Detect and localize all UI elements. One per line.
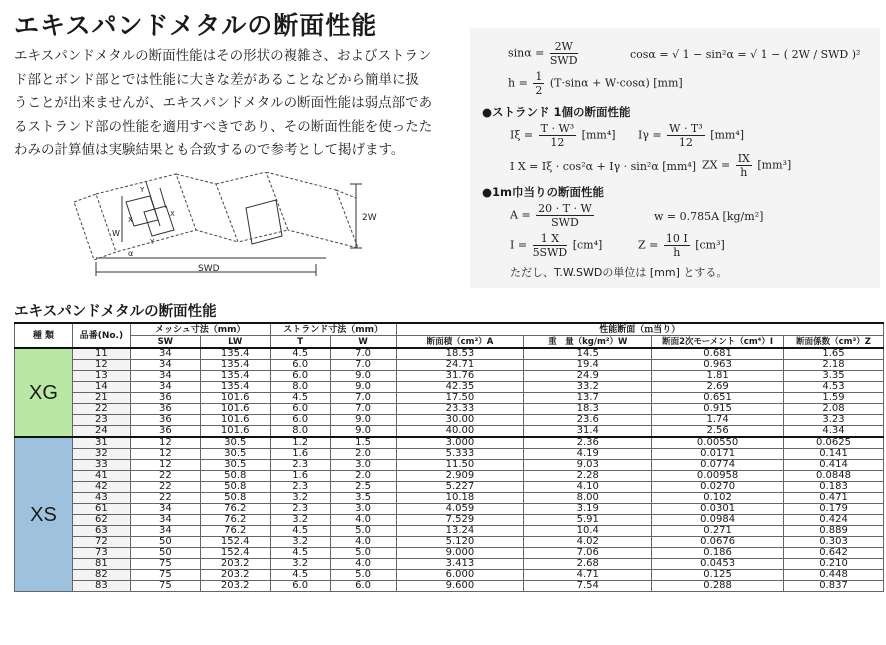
table-cell: 10.18 bbox=[396, 493, 524, 504]
table-cell: 10.4 bbox=[524, 526, 652, 537]
group-label-xg: XG bbox=[15, 348, 73, 437]
table-cell: 7.06 bbox=[524, 548, 652, 559]
table-cell: 0.414 bbox=[784, 460, 884, 471]
table-cell: 9.0 bbox=[330, 426, 396, 438]
table-cell: 34 bbox=[130, 371, 200, 382]
table-cell: 75 bbox=[130, 581, 200, 592]
table-cell: 3.000 bbox=[396, 437, 524, 449]
strand-heading: ●ストランド 1個の断面性能 bbox=[482, 105, 631, 119]
table-title: エキスパンドメタルの断面性能 bbox=[14, 304, 217, 320]
table-cell: 9.600 bbox=[396, 581, 524, 592]
table-cell: 9.0 bbox=[330, 371, 396, 382]
product-no-cell: 82 bbox=[72, 570, 130, 581]
table-cell: 0.210 bbox=[784, 559, 884, 570]
mesh-diagram bbox=[66, 172, 446, 284]
intro-paragraph bbox=[14, 45, 454, 163]
table-cell: 4.02 bbox=[524, 537, 652, 548]
table-row bbox=[15, 526, 884, 537]
product-no-cell: 61 bbox=[72, 504, 130, 515]
table-cell: 40.00 bbox=[396, 426, 524, 438]
header-performance: 性能断面（ｍ当り） bbox=[396, 323, 883, 336]
table-cell: 1.65 bbox=[784, 348, 884, 360]
table-row bbox=[15, 548, 884, 559]
formula-sin: sinα = $\frac{2W}{\text{SWD}}$ bbox=[508, 40, 578, 67]
table-cell: 3.2 bbox=[270, 493, 330, 504]
table-row bbox=[15, 360, 884, 371]
table-cell: 36 bbox=[130, 393, 200, 404]
table-cell: 135.4 bbox=[200, 382, 270, 393]
table-cell: 6.0 bbox=[270, 371, 330, 382]
header-kind: 種 類 bbox=[15, 323, 73, 348]
table-cell: 0.0774 bbox=[652, 460, 784, 471]
table-row bbox=[15, 437, 884, 449]
table-subheader-row bbox=[15, 336, 884, 349]
table-cell: 1.6 bbox=[270, 449, 330, 460]
table-cell: 3.35 bbox=[784, 371, 884, 382]
table-cell: 6.0 bbox=[270, 404, 330, 415]
header-w: W bbox=[330, 336, 396, 349]
table-row bbox=[15, 449, 884, 460]
table-cell: 34 bbox=[130, 382, 200, 393]
product-no-cell: 13 bbox=[72, 371, 130, 382]
table-cell: 2.3 bbox=[270, 460, 330, 471]
table-cell: 50 bbox=[130, 537, 200, 548]
table-body bbox=[15, 348, 884, 592]
table-cell: 0.271 bbox=[652, 526, 784, 537]
table-cell: 0.0625 bbox=[784, 437, 884, 449]
table-cell: 12 bbox=[130, 437, 200, 449]
table-cell: 8.0 bbox=[270, 382, 330, 393]
table-cell: 135.4 bbox=[200, 360, 270, 371]
table-cell: 3.2 bbox=[270, 515, 330, 526]
table-cell: 24.9 bbox=[524, 371, 652, 382]
table-cell: 7.0 bbox=[330, 404, 396, 415]
table-cell: 50.8 bbox=[200, 493, 270, 504]
table-cell: 2.36 bbox=[524, 437, 652, 449]
table-cell: 76.2 bbox=[200, 526, 270, 537]
table-cell: 5.120 bbox=[396, 537, 524, 548]
x-label: X bbox=[128, 216, 133, 224]
table-cell: 8.0 bbox=[270, 426, 330, 438]
table-cell: 36 bbox=[130, 404, 200, 415]
table-cell: 34 bbox=[130, 526, 200, 537]
product-no-cell: 42 bbox=[72, 482, 130, 493]
table-cell: 17.50 bbox=[396, 393, 524, 404]
alpha-label: α bbox=[128, 249, 134, 258]
table-cell: 2.3 bbox=[270, 504, 330, 515]
table-cell: 2.3 bbox=[270, 482, 330, 493]
table-cell: 11.50 bbox=[396, 460, 524, 471]
table-cell: 22 bbox=[130, 471, 200, 482]
table-cell: 31.76 bbox=[396, 371, 524, 382]
formula-IX: I X = Iξ · cos²α + Iγ · sin²α [mm⁴] bbox=[510, 160, 697, 173]
table-cell: 36 bbox=[130, 415, 200, 426]
table-cell: 36 bbox=[130, 426, 200, 438]
table-cell: 4.0 bbox=[330, 537, 396, 548]
table-cell: 0.102 bbox=[652, 493, 784, 504]
table-cell: 0.141 bbox=[784, 449, 884, 460]
table-cell: 1.81 bbox=[652, 371, 784, 382]
table-cell: 34 bbox=[130, 515, 200, 526]
product-no-cell: 24 bbox=[72, 426, 130, 438]
product-no-cell: 33 bbox=[72, 460, 130, 471]
table-cell: 5.0 bbox=[330, 526, 396, 537]
table-cell: 2.28 bbox=[524, 471, 652, 482]
table-cell: 203.2 bbox=[200, 559, 270, 570]
table-cell: 0.448 bbox=[784, 570, 884, 581]
product-no-cell: 83 bbox=[72, 581, 130, 592]
table-row bbox=[15, 537, 884, 548]
table-cell: 4.53 bbox=[784, 382, 884, 393]
table-cell: 0.424 bbox=[784, 515, 884, 526]
table-cell: 18.53 bbox=[396, 348, 524, 360]
table-cell: 101.6 bbox=[200, 393, 270, 404]
formula-i: I = $\frac{1 X}{\text{5SWD}}$ [cm⁴] bbox=[510, 232, 603, 259]
formula-cos: cosα = √ 1 − sin²α = √ 1 − ( 2W / SWD )² bbox=[630, 48, 861, 61]
table-row bbox=[15, 482, 884, 493]
table-row bbox=[15, 393, 884, 404]
formula-zx: ZX = $\frac{IX}{h}$ [mm³] bbox=[702, 152, 792, 179]
table-row bbox=[15, 515, 884, 526]
table-cell: 0.651 bbox=[652, 393, 784, 404]
table-cell: 14.5 bbox=[524, 348, 652, 360]
table-cell: 2.0 bbox=[330, 449, 396, 460]
table-cell: 2.56 bbox=[652, 426, 784, 438]
table-row bbox=[15, 471, 884, 482]
y-label-2: Y bbox=[140, 186, 145, 194]
table-cell: 50 bbox=[130, 548, 200, 559]
table-cell: 1.2 bbox=[270, 437, 330, 449]
product-no-cell: 12 bbox=[72, 360, 130, 371]
intro-line: るストランド部の性能を適用すべきであり、その断面性能を使ったた bbox=[14, 118, 433, 135]
table-row bbox=[15, 570, 884, 581]
swd-label: SWD bbox=[198, 264, 220, 274]
table-cell: 22 bbox=[130, 482, 200, 493]
two-w-label: 2W bbox=[362, 213, 377, 223]
header-lw: LW bbox=[200, 336, 270, 349]
product-no-cell: 63 bbox=[72, 526, 130, 537]
table-cell: 4.0 bbox=[330, 559, 396, 570]
product-no-cell: 72 bbox=[72, 537, 130, 548]
table-cell: 34 bbox=[130, 360, 200, 371]
table-row bbox=[15, 504, 884, 515]
table-row bbox=[15, 493, 884, 504]
table-cell: 22 bbox=[130, 493, 200, 504]
table-cell: 75 bbox=[130, 570, 200, 581]
table-cell: 5.0 bbox=[330, 548, 396, 559]
table-cell: 7.0 bbox=[330, 348, 396, 360]
table-cell: 4.059 bbox=[396, 504, 524, 515]
group-label-xs: XS bbox=[15, 437, 73, 592]
table-cell: 7.0 bbox=[330, 393, 396, 404]
table-cell: 101.6 bbox=[200, 404, 270, 415]
formula-iy: Iγ = $\frac{\text{W · T³}}{12}$ [mm⁴] bbox=[638, 122, 745, 149]
product-no-cell: 41 bbox=[72, 471, 130, 482]
product-no-cell: 31 bbox=[72, 437, 130, 449]
table-cell: 2.69 bbox=[652, 382, 784, 393]
section-performance-table bbox=[14, 322, 884, 592]
table-cell: 2.08 bbox=[784, 404, 884, 415]
table-cell: 30.5 bbox=[200, 449, 270, 460]
table-cell: 6.0 bbox=[270, 581, 330, 592]
table-row bbox=[15, 581, 884, 592]
product-no-cell: 43 bbox=[72, 493, 130, 504]
table-cell: 1.74 bbox=[652, 415, 784, 426]
table-cell: 4.5 bbox=[270, 526, 330, 537]
table-cell: 0.183 bbox=[784, 482, 884, 493]
table-cell: 0.963 bbox=[652, 360, 784, 371]
table-header-row bbox=[15, 323, 884, 336]
product-no-cell: 32 bbox=[72, 449, 130, 460]
table-cell: 0.471 bbox=[784, 493, 884, 504]
formula-z: Z = $\frac{10 I}{h}$ [cm³] bbox=[638, 232, 725, 259]
table-cell: 0.179 bbox=[784, 504, 884, 515]
header-modulus: 断面係数（cm³）Z bbox=[784, 336, 884, 349]
table-cell: 3.2 bbox=[270, 537, 330, 548]
table-cell: 33.2 bbox=[524, 382, 652, 393]
table-cell: 8.00 bbox=[524, 493, 652, 504]
table-cell: 5.91 bbox=[524, 515, 652, 526]
table-cell: 4.5 bbox=[270, 548, 330, 559]
header-sw: SW bbox=[130, 336, 200, 349]
table-cell: 4.5 bbox=[270, 570, 330, 581]
table-cell: 3.413 bbox=[396, 559, 524, 570]
table-cell: 4.71 bbox=[524, 570, 652, 581]
header-t: T bbox=[270, 336, 330, 349]
table-cell: 0.00550 bbox=[652, 437, 784, 449]
table-cell: 101.6 bbox=[200, 415, 270, 426]
table-cell: 7.0 bbox=[330, 360, 396, 371]
table-cell: 2.909 bbox=[396, 471, 524, 482]
table-cell: 23.6 bbox=[524, 415, 652, 426]
table-row bbox=[15, 404, 884, 415]
table-cell: 3.0 bbox=[330, 504, 396, 515]
table-cell: 76.2 bbox=[200, 515, 270, 526]
table-cell: 152.4 bbox=[200, 537, 270, 548]
table-cell: 34 bbox=[130, 504, 200, 515]
product-no-cell: 23 bbox=[72, 415, 130, 426]
table-cell: 9.000 bbox=[396, 548, 524, 559]
table-row bbox=[15, 348, 884, 360]
table-cell: 3.0 bbox=[330, 460, 396, 471]
w-label: W bbox=[112, 229, 120, 238]
table-cell: 0.288 bbox=[652, 581, 784, 592]
table-cell: 2.18 bbox=[784, 360, 884, 371]
table-row bbox=[15, 426, 884, 438]
table-cell: 2.68 bbox=[524, 559, 652, 570]
table-cell: 9.03 bbox=[524, 460, 652, 471]
table-cell: 0.186 bbox=[652, 548, 784, 559]
table-cell: 4.10 bbox=[524, 482, 652, 493]
table-cell: 203.2 bbox=[200, 570, 270, 581]
page-title: エキスパンドメタルの断面性能 bbox=[14, 11, 378, 40]
table-cell: 0.00958 bbox=[652, 471, 784, 482]
table-cell: 23.33 bbox=[396, 404, 524, 415]
table-row bbox=[15, 371, 884, 382]
product-no-cell: 81 bbox=[72, 559, 130, 570]
header-strand: ストランド寸法（mm） bbox=[270, 323, 396, 336]
table-cell: 24.71 bbox=[396, 360, 524, 371]
table-cell: 0.0171 bbox=[652, 449, 784, 460]
table-cell: 5.333 bbox=[396, 449, 524, 460]
formula-a: A = $\frac{20 \cdot T \cdot W}{\text{SWD}}$ bbox=[510, 202, 592, 229]
table-cell: 0.0676 bbox=[652, 537, 784, 548]
formula-panel bbox=[470, 28, 880, 288]
header-no: 品番(No.) bbox=[72, 323, 130, 348]
table-cell: 50.8 bbox=[200, 482, 270, 493]
product-no-cell: 62 bbox=[72, 515, 130, 526]
table-cell: 6.0 bbox=[270, 360, 330, 371]
formula-w: w = 0.785A [kg/m²] bbox=[654, 210, 764, 223]
table-cell: 1.6 bbox=[270, 471, 330, 482]
table-cell: 30.5 bbox=[200, 460, 270, 471]
product-no-cell: 14 bbox=[72, 382, 130, 393]
table-cell: 5.227 bbox=[396, 482, 524, 493]
table-cell: 7.529 bbox=[396, 515, 524, 526]
table-cell: 9.0 bbox=[330, 382, 396, 393]
table-cell: 0.303 bbox=[784, 537, 884, 548]
table-cell: 0.681 bbox=[652, 348, 784, 360]
table-cell: 3.23 bbox=[784, 415, 884, 426]
table-cell: 1.5 bbox=[330, 437, 396, 449]
table-row bbox=[15, 559, 884, 570]
formula-h: h = $\frac{1}{2}$ (T·sinα + W·cosα) [mm] bbox=[508, 70, 683, 97]
table-cell: 42.35 bbox=[396, 382, 524, 393]
table-cell: 0.915 bbox=[652, 404, 784, 415]
table-row bbox=[15, 415, 884, 426]
table-cell: 3.5 bbox=[330, 493, 396, 504]
table-row bbox=[15, 382, 884, 393]
table-cell: 0.837 bbox=[784, 581, 884, 592]
table-cell: 135.4 bbox=[200, 348, 270, 360]
table-cell: 6.0 bbox=[330, 581, 396, 592]
table-cell: 0.125 bbox=[652, 570, 784, 581]
table-cell: 9.0 bbox=[330, 415, 396, 426]
table-cell: 12 bbox=[130, 449, 200, 460]
table-cell: 30.5 bbox=[200, 437, 270, 449]
table-cell: 101.6 bbox=[200, 426, 270, 438]
table-cell: 3.2 bbox=[270, 559, 330, 570]
intro-line: エキスパンドメタルの断面性能はその形状の複雑さ、およびストラン bbox=[14, 48, 432, 64]
table-cell: 19.4 bbox=[524, 360, 652, 371]
table-cell: 2.0 bbox=[330, 471, 396, 482]
header-mesh: メッシュ寸法（mm） bbox=[130, 323, 270, 336]
intro-line: ド部とボンド部とでは性能に大きな差があることなどから簡単に扱 bbox=[14, 71, 419, 88]
table-cell: 12 bbox=[130, 460, 200, 471]
width-heading: ●1m巾当りの断面性能 bbox=[482, 185, 605, 199]
table-cell: 0.642 bbox=[784, 548, 884, 559]
table-cell: 13.24 bbox=[396, 526, 524, 537]
header-area: 断面積（cm²）A bbox=[396, 336, 524, 349]
table-cell: 6.000 bbox=[396, 570, 524, 581]
intro-line: うことが出来ませんが、エキスパンドメタルの断面性能は弱点部であ bbox=[14, 95, 433, 111]
table-cell: 34 bbox=[130, 348, 200, 360]
table-cell: 3.19 bbox=[524, 504, 652, 515]
table-cell: 76.2 bbox=[200, 504, 270, 515]
intro-line: わみの計算値は実験結果とも合致するので参考として掲げます。 bbox=[14, 142, 405, 158]
table-row bbox=[15, 460, 884, 471]
header-weight: 重 量（kg/m²）W bbox=[524, 336, 652, 349]
table-cell: 152.4 bbox=[200, 548, 270, 559]
table-cell: 1.59 bbox=[784, 393, 884, 404]
table-cell: 0.0270 bbox=[652, 482, 784, 493]
product-no-cell: 11 bbox=[72, 348, 130, 360]
table-cell: 135.4 bbox=[200, 371, 270, 382]
table-cell: 4.5 bbox=[270, 348, 330, 360]
table-cell: 0.889 bbox=[784, 526, 884, 537]
table-cell: 4.19 bbox=[524, 449, 652, 460]
formula-ix: Iξ = $\frac{\text{T · W³}}{12}$ [mm⁴] bbox=[510, 122, 616, 149]
table-cell: 4.5 bbox=[270, 393, 330, 404]
product-no-cell: 21 bbox=[72, 393, 130, 404]
table-cell: 203.2 bbox=[200, 581, 270, 592]
table-cell: 18.3 bbox=[524, 404, 652, 415]
table-cell: 4.0 bbox=[330, 515, 396, 526]
table-cell: 0.0453 bbox=[652, 559, 784, 570]
table-cell: 13.7 bbox=[524, 393, 652, 404]
table-cell: 6.0 bbox=[270, 415, 330, 426]
table-cell: 0.0984 bbox=[652, 515, 784, 526]
table-cell: 7.54 bbox=[524, 581, 652, 592]
table-cell: 4.34 bbox=[784, 426, 884, 438]
x-label-2: X bbox=[170, 210, 175, 218]
table-cell: 2.5 bbox=[330, 482, 396, 493]
table-cell: 0.0301 bbox=[652, 504, 784, 515]
table-cell: 0.0848 bbox=[784, 471, 884, 482]
table-cell: 50.8 bbox=[200, 471, 270, 482]
product-no-cell: 22 bbox=[72, 404, 130, 415]
formula-note: ただし、T.W.SWDの単位は [mm] とする。 bbox=[510, 266, 728, 279]
table-cell: 75 bbox=[130, 559, 200, 570]
table-cell: 5.0 bbox=[330, 570, 396, 581]
header-moment: 断面2次モーメント（cm⁴）I bbox=[652, 336, 784, 349]
table-cell: 30.00 bbox=[396, 415, 524, 426]
table-cell: 31.4 bbox=[524, 426, 652, 438]
y-label: Y bbox=[150, 238, 155, 246]
product-no-cell: 73 bbox=[72, 548, 130, 559]
